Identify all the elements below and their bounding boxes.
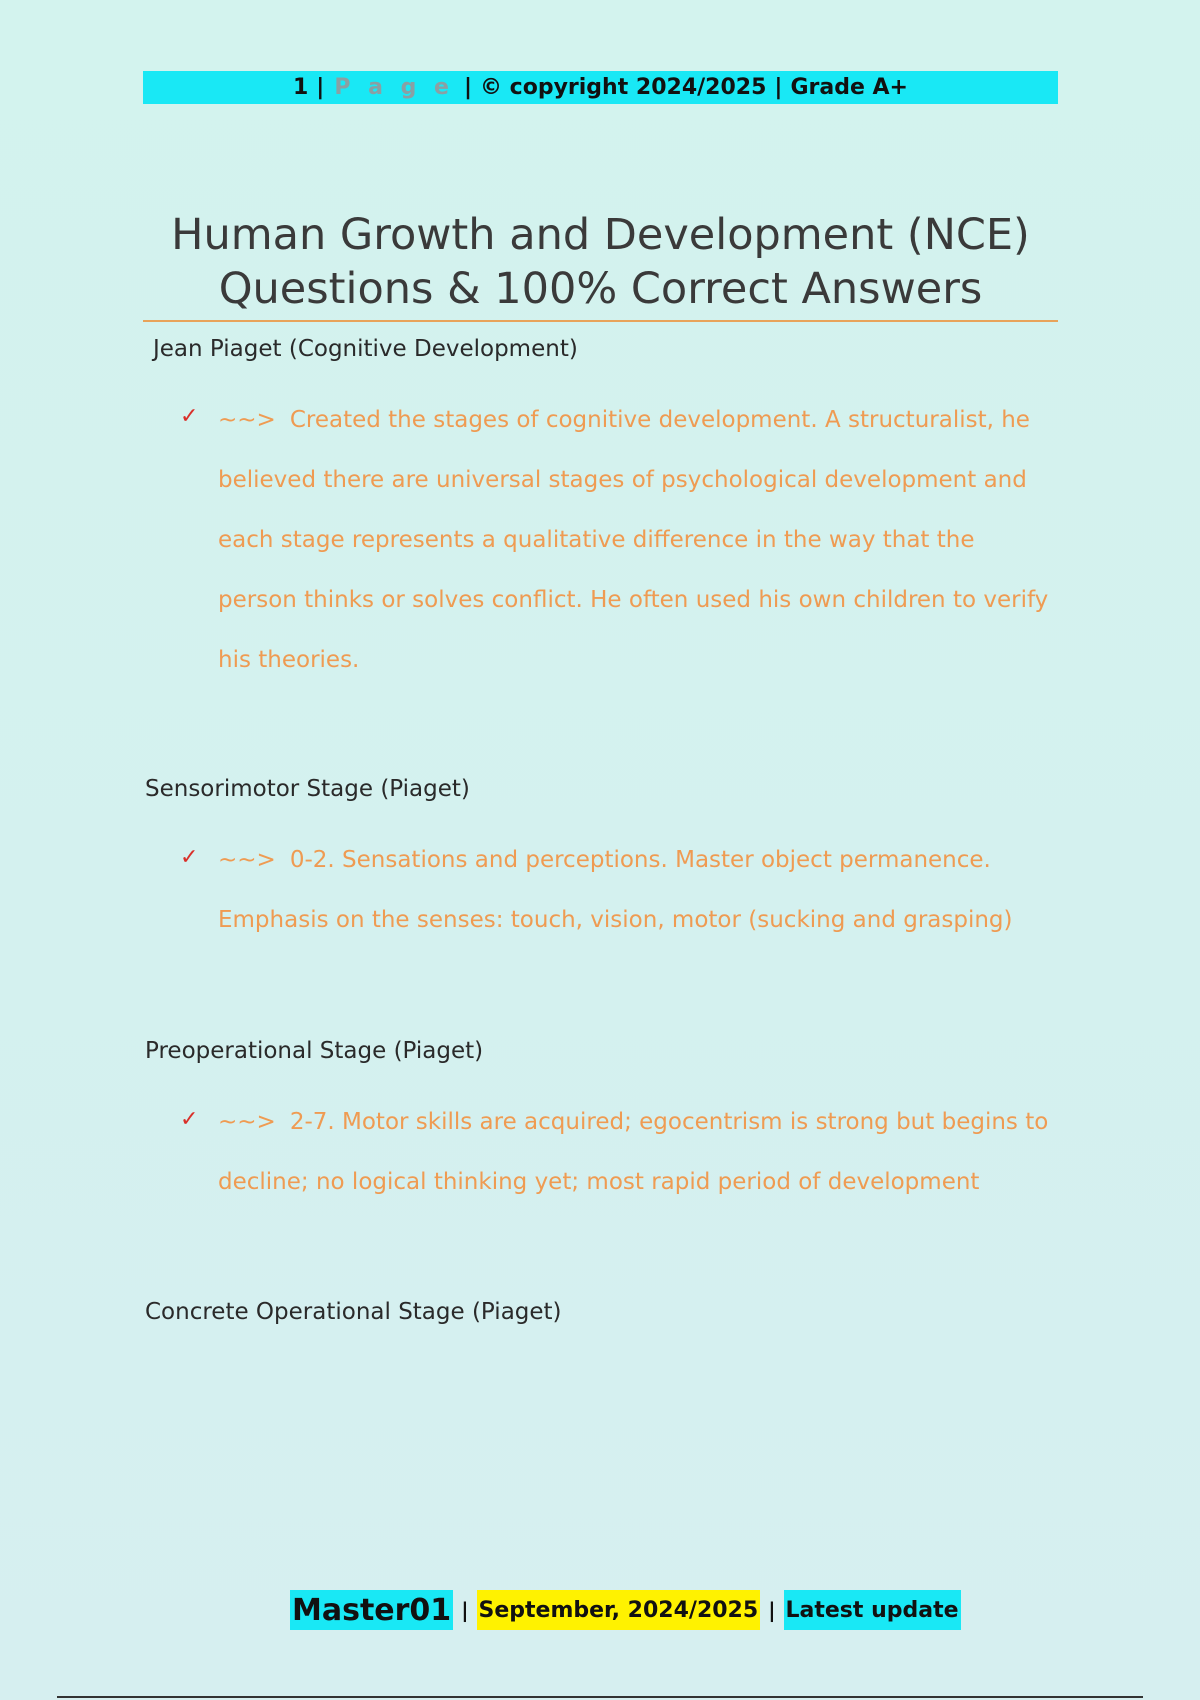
title-line-2: Questions & 100% Correct Answers (218, 264, 983, 314)
footer-date: September, 2024/2025 (477, 1590, 761, 1630)
check-icon: ✓ (180, 845, 199, 870)
answer-line: ~~> 0-2. Sensations and perceptions. Master object permanence. (218, 847, 991, 873)
header-separator: | (316, 75, 325, 100)
grade-text: Grade A+ (790, 75, 908, 100)
question-heading: Preoperational Stage (Piaget) (145, 1038, 484, 1064)
answer-line: believed there are universal stages of psychological development and (218, 467, 1027, 493)
copyright-text: © copyright 2024/2025 (480, 75, 767, 100)
answer-line: ~~> 2-7. Motor skills are acquired; egocentrism is strong but begins to (218, 1109, 1049, 1135)
answer-line: Emphasis on the senses: touch, vision, motor (sucking and grasping) (218, 907, 1013, 933)
question-heading: Sensorimotor Stage (Piaget) (145, 776, 470, 802)
bottom-divider (57, 1696, 1143, 1698)
footer-brand: Master01 (290, 1590, 453, 1630)
answer-line: person thinks or solves conflict. He often used his own children to verify (218, 587, 1049, 613)
document-title (143, 208, 1058, 316)
title-divider (143, 320, 1058, 322)
answer-line: decline; no logical thinking yet; most rapid period of development (218, 1169, 980, 1195)
check-icon: ✓ (180, 1107, 199, 1132)
footer-separator: | (461, 1598, 469, 1622)
answer-line: each stage represents a qualitative difference in the way that the (218, 527, 975, 553)
header-separator: | (774, 75, 783, 100)
arrow-icon: ~~> (218, 407, 276, 433)
answer-text (218, 830, 1058, 950)
arrow-icon: ~~> (218, 1109, 276, 1135)
answer-text (218, 390, 1058, 690)
answer-text (218, 1092, 1058, 1212)
footer-update: Latest update (784, 1590, 961, 1630)
title-line-1: Human Growth and Development (NCE) (171, 210, 1030, 260)
question-heading: Concrete Operational Stage (Piaget) (145, 1299, 562, 1325)
check-icon: ✓ (180, 404, 199, 429)
footer-separator: | (768, 1598, 776, 1622)
answer-line: his theories. (218, 647, 360, 673)
answer-line: ~~> Created the stages of cognitive development. A structuralist, he (218, 407, 1030, 433)
page-word: P a g e (334, 75, 454, 100)
page-footer (290, 1590, 961, 1630)
question-heading: Jean Piaget (Cognitive Development) (153, 336, 578, 362)
arrow-icon: ~~> (218, 847, 276, 873)
header-separator: | (463, 75, 473, 100)
page-header-bar (143, 71, 1058, 104)
page-number: 1 (292, 75, 309, 100)
